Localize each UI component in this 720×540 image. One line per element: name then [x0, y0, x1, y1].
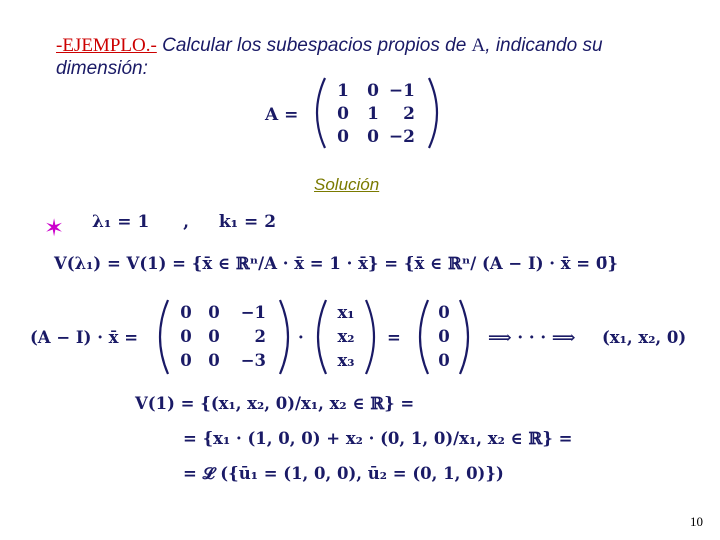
derivation-line-3: = 𝓛 ({ū₁ = (1, 0, 0), ū₂ = (0, 1, 0)}): [183, 464, 504, 483]
eigenspace-definition: V(λ₁) = V(1) = {x̄ ∈ ℝⁿ/A · x̄ = 1 · x̄} = {x̄ ∈ ℝⁿ/ (A − I) · x̄ = 0̄}: [54, 254, 618, 273]
matrix-a-cell: 0: [367, 127, 379, 147]
right-paren: [366, 300, 374, 374]
homogeneous-system: [30, 296, 700, 378]
coef-cell: 0: [180, 351, 192, 370]
implication-chain: ⟹ · · · ⟹: [488, 328, 576, 347]
right-paren: [429, 78, 437, 148]
right-paren: [460, 300, 468, 374]
matrix-a-cell: 0: [367, 81, 379, 101]
coef-cell: −3: [240, 351, 266, 370]
left-paren: [318, 300, 326, 374]
derivation-line-1: V(1) = {(x₁, x₂, 0)/x₁, x₂ ∈ ℝ} =: [135, 394, 415, 413]
coef-cell: 0: [180, 303, 192, 322]
eigenvalue: λ₁ = 1: [92, 212, 150, 232]
solution-vector: (x₁, x₂, 0): [602, 328, 687, 347]
matrix-a-cell: 0: [337, 127, 349, 147]
right-paren: [280, 300, 288, 374]
page-number: 10: [690, 514, 703, 529]
left-paren: [317, 78, 325, 148]
exercise-statement: [56, 34, 603, 57]
matrix-a-cell: 0: [337, 104, 349, 124]
algebraic-multiplicity: k₁ = 2: [218, 212, 277, 232]
coef-cell: 0: [180, 327, 192, 346]
zero-component: 0: [438, 351, 450, 370]
matrix-a-cell: 2: [403, 104, 415, 124]
example-label: -EJEMPLO.-: [56, 35, 157, 56]
equals-sign: =: [387, 328, 401, 347]
coef-cell: 2: [254, 327, 266, 346]
matrix-a-cell: 1: [337, 81, 349, 101]
eigenvalue-line: [92, 212, 276, 232]
instruction-text-end: , indicando su: [485, 35, 603, 56]
coef-cell: 0: [208, 351, 220, 370]
matrix-a-cell: −1: [388, 81, 415, 101]
coef-cell: −1: [240, 303, 266, 322]
matrix-symbol: A: [471, 35, 486, 56]
instruction-text: Calcular los subespacios propios de: [156, 35, 472, 56]
coef-cell: 0: [208, 327, 220, 346]
unknown-component: x₃: [337, 351, 355, 370]
left-paren: [160, 300, 168, 374]
matrix-a-label: A =: [265, 105, 299, 125]
system-lhs: (A − I) · x̄ =: [30, 328, 139, 347]
derivation-line-2: = {x₁ · (1, 0, 0) + x₂ · (0, 1, 0)/x₁, x₂ ∈ ℝ} =: [183, 429, 573, 448]
solution-heading: Solución: [314, 175, 380, 194]
matrix-a-definition: [255, 72, 465, 154]
separator: ,: [183, 212, 190, 232]
left-paren: [420, 300, 428, 374]
matrix-a-cell: 1: [367, 104, 379, 124]
matrix-a-cell: −2: [388, 127, 415, 147]
multiply-dot: ·: [298, 328, 304, 347]
unknown-component: x₁: [337, 303, 355, 322]
coef-cell: 0: [208, 303, 220, 322]
unknown-component: x₂: [337, 327, 355, 346]
zero-component: 0: [438, 303, 450, 322]
star-bullet-icon: ✶: [44, 214, 65, 242]
instruction-line-2: dimensión:: [56, 58, 148, 79]
zero-component: 0: [438, 327, 450, 346]
